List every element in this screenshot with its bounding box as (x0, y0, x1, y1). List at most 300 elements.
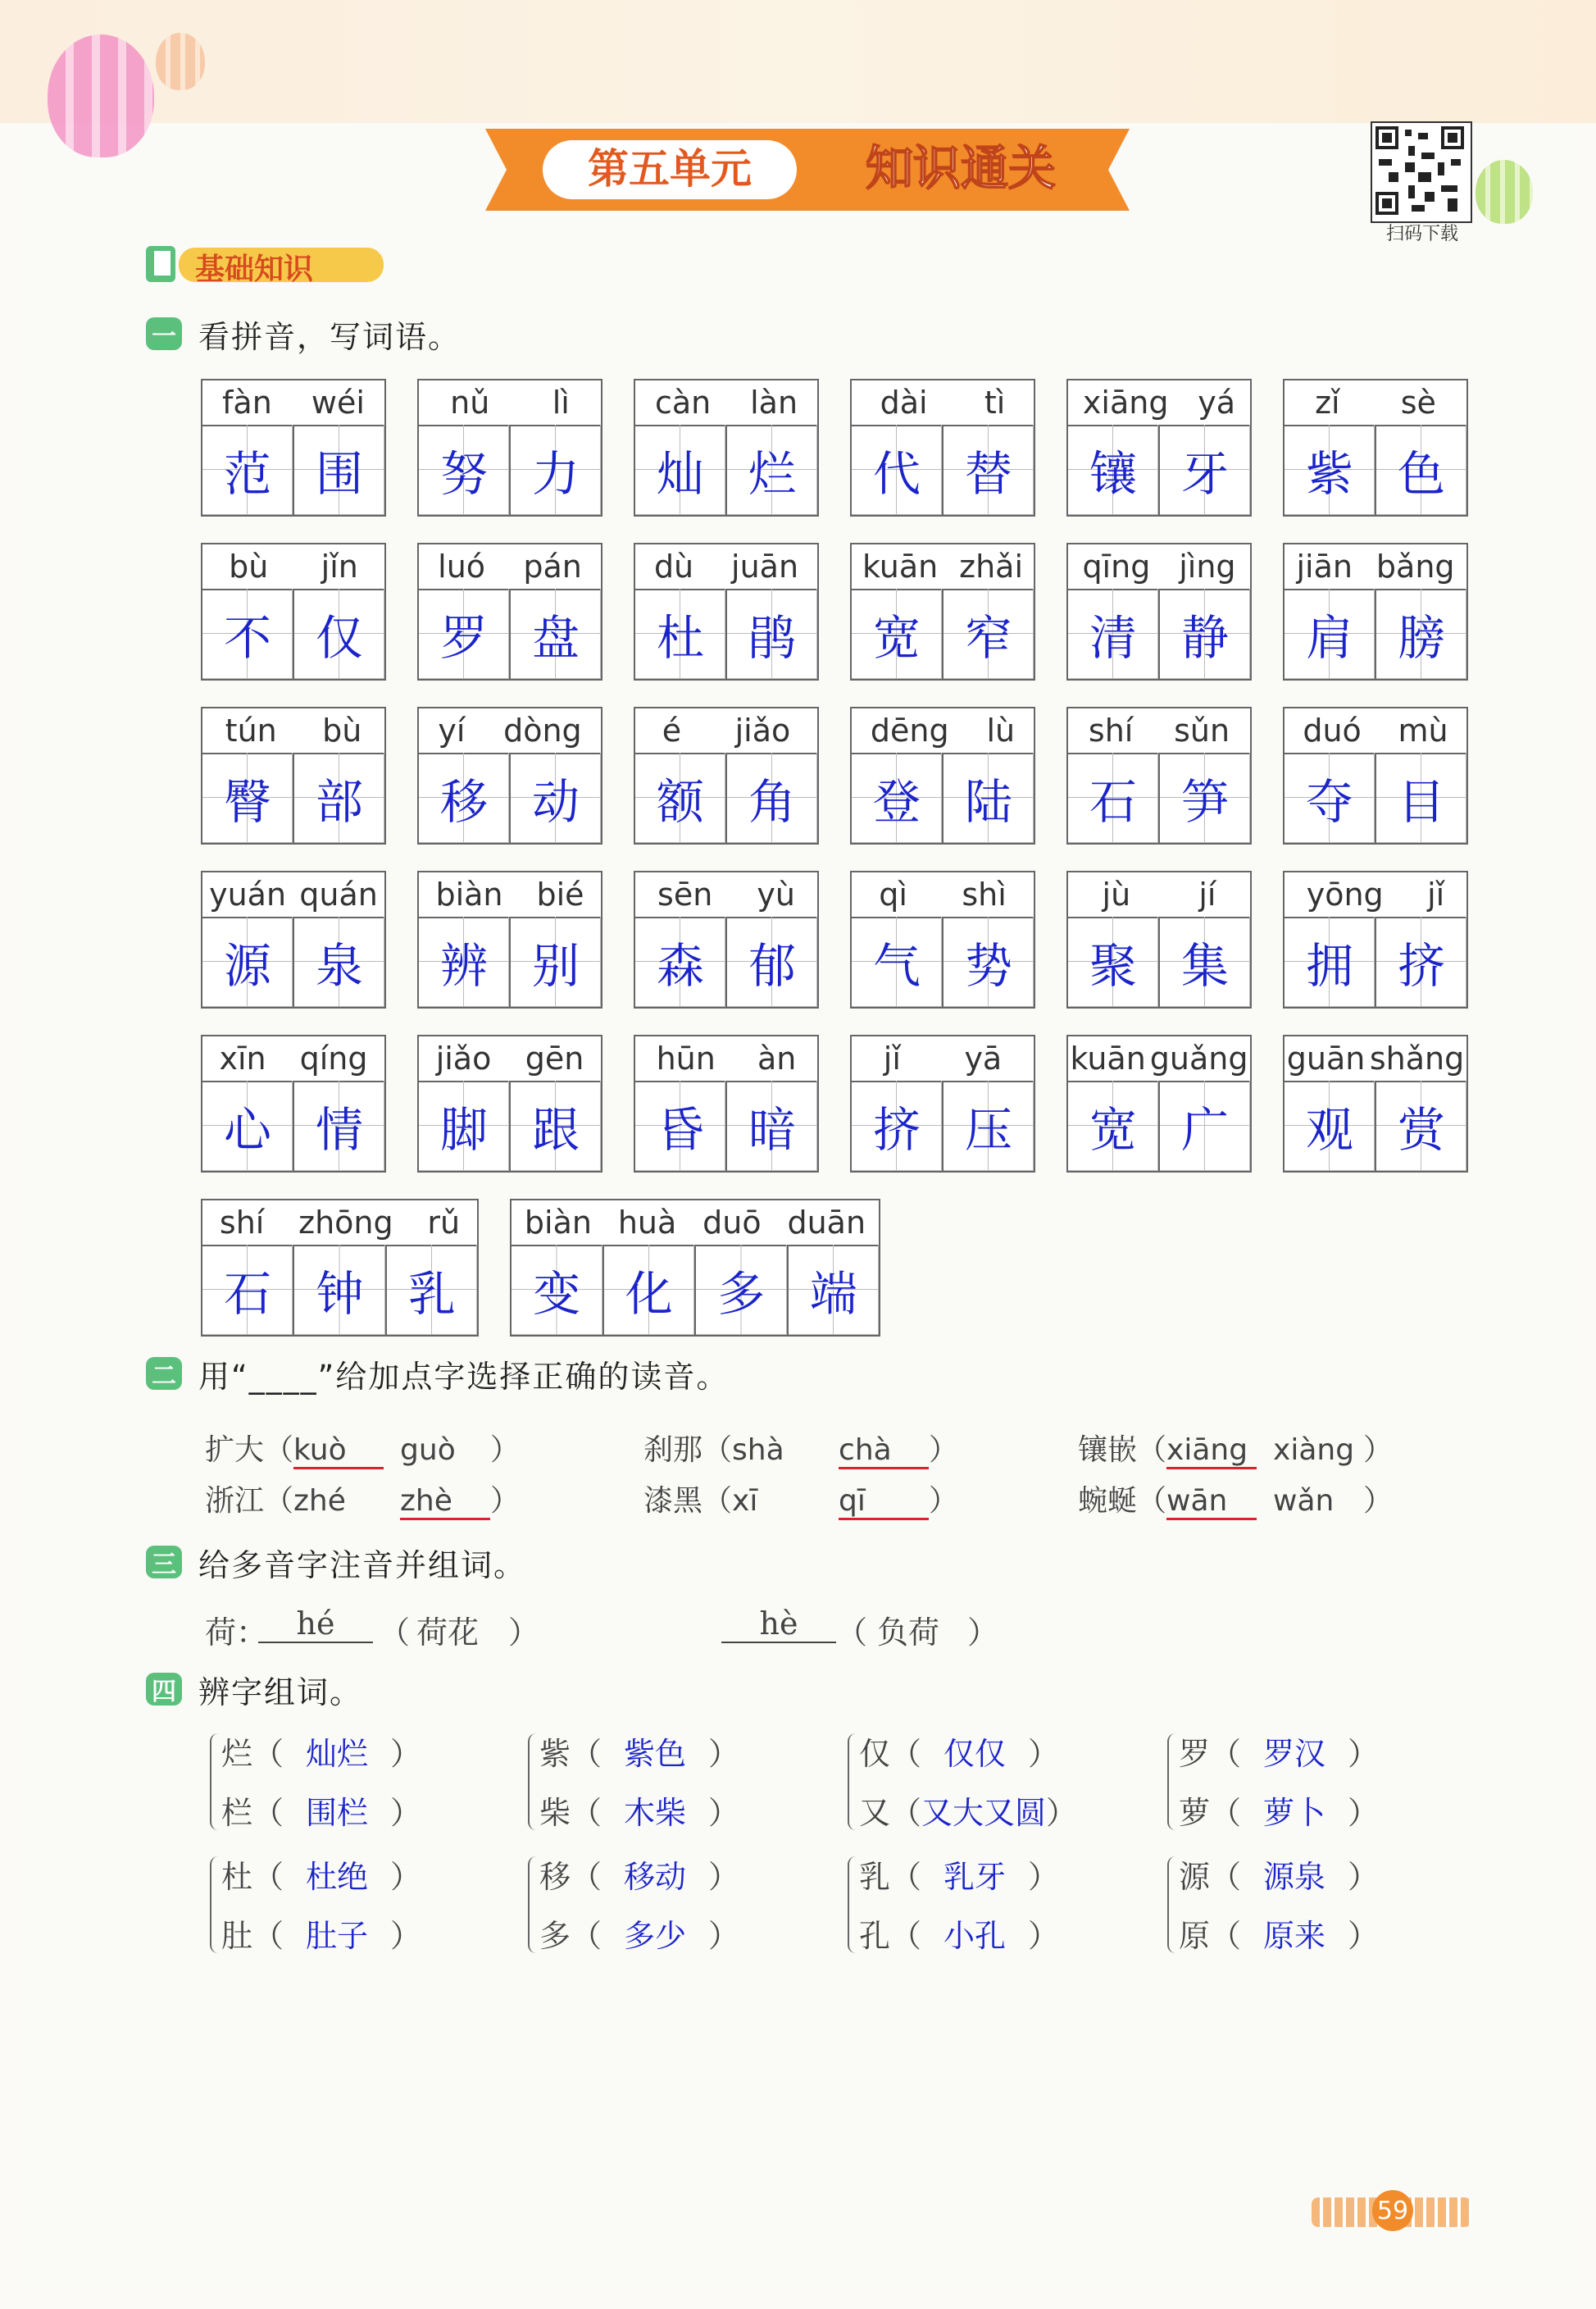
pinyin-line (202, 544, 384, 590)
character-boxes (202, 589, 384, 679)
pinyin-syllable: càn (654, 385, 712, 421)
char-word-item (859, 1911, 1059, 1956)
paren-open: （ (703, 1433, 733, 1467)
character-boxes (419, 753, 601, 843)
word-cell (201, 707, 386, 845)
pinyin-syllable: luó (438, 549, 486, 585)
character-boxes (202, 1245, 477, 1335)
brace-icon (528, 1856, 538, 1953)
pinyin-syllable: qì (879, 877, 907, 913)
character-boxes (1285, 917, 1466, 1007)
pinyin-syllable: biàn (435, 877, 503, 913)
brace-icon (210, 1733, 220, 1830)
answer-word: 围栏 (306, 1795, 369, 1831)
pinyin-syllable: kuān (1070, 1041, 1146, 1077)
paren-open: （ (1210, 1918, 1242, 1954)
reading-option-1[interactable]: xiāng (1166, 1433, 1257, 1469)
answer-character: 钟 (294, 1245, 386, 1335)
pinyin-syllable: jiān (1296, 549, 1353, 585)
character-boxes (1285, 753, 1466, 843)
character-boxes (1068, 917, 1250, 1007)
answer-word: 罗汉 (1263, 1736, 1326, 1772)
word-cell (850, 1035, 1035, 1173)
pinyin-line (419, 380, 601, 426)
paren-close: ） (1028, 1918, 1060, 1954)
pinyin-syllable: jìng (1179, 549, 1236, 585)
answer-character: 乳 (387, 1245, 477, 1335)
pinyin-syllable: yí (438, 713, 466, 749)
polyphone-reading-2: hè (721, 1605, 836, 1643)
char-word-item (539, 1788, 739, 1833)
polyphone-word-1: 荷花 (416, 1614, 480, 1651)
pinyin-syllable: huà (617, 1205, 677, 1241)
paren-open: （ (252, 1918, 284, 1954)
pinyin-syllable: shǎng (1369, 1041, 1465, 1077)
pinyin-syllable: gēn (525, 1041, 584, 1077)
answer-character: 石 (202, 1245, 294, 1335)
pinyin-line (419, 1036, 601, 1082)
paren-open: （ (264, 1484, 294, 1518)
answer-character: 仅 (294, 589, 384, 679)
pinyin-syllable: fàn (222, 385, 272, 421)
dotted-word: 镶嵌 (1078, 1433, 1138, 1467)
pinyin-line (1068, 380, 1250, 426)
character-boxes (202, 917, 384, 1007)
dotted-word: 漆黑 (643, 1484, 703, 1518)
pinyin-line (852, 380, 1034, 426)
base-character: 仅 (859, 1736, 891, 1772)
pinyin-syllable: yá (1198, 385, 1236, 421)
dotted-word: 刹那 (643, 1433, 703, 1467)
pinyin-syllable: dù (653, 549, 694, 585)
answer-character: 宽 (1068, 1081, 1160, 1171)
word-cell (1283, 707, 1468, 845)
answer-word: 乳牙 (944, 1859, 1007, 1895)
paren-open: （ (703, 1484, 733, 1518)
answer-word: 仅仅 (944, 1736, 1007, 1772)
paren-close: ） (1363, 1484, 1394, 1518)
char-word-item (221, 1851, 421, 1897)
pinyin-line (1285, 380, 1466, 426)
pinyin-syllable: dòng (503, 713, 582, 749)
answer-character: 围 (294, 425, 384, 515)
answer-character: 不 (202, 589, 294, 679)
pinyin-syllable: zhǎi (959, 549, 1024, 585)
character-boxes (1285, 1081, 1466, 1171)
pinyin-line (635, 544, 817, 590)
pinyin-syllable: bǎng (1375, 549, 1455, 585)
paren-open: （ (1137, 1484, 1167, 1518)
answer-character: 肩 (1285, 589, 1376, 679)
pinyin-syllable: bù (322, 713, 362, 749)
paren-open: （ (1210, 1736, 1242, 1772)
character-boxes (852, 425, 1034, 515)
answer-character: 观 (1285, 1081, 1376, 1171)
base-character: 孔 (859, 1918, 891, 1954)
reading-option-2[interactable]: wǎn (1273, 1484, 1335, 1518)
reading-option-2[interactable]: zhè (400, 1484, 490, 1520)
word-cell (417, 1035, 602, 1173)
paren-open: （ (890, 1859, 922, 1895)
char-word-item (1179, 1728, 1379, 1774)
word-cell (1066, 1035, 1252, 1173)
polyphone-char: 荷： (205, 1614, 268, 1651)
base-character: 罗 (1179, 1736, 1211, 1772)
answer-character: 额 (635, 753, 727, 843)
base-character: 肚 (221, 1918, 253, 1954)
paren-close: ） (1363, 1433, 1394, 1467)
answer-word: 萝卜 (1263, 1795, 1326, 1831)
paren-open: （ (252, 1736, 284, 1772)
reading-option-1[interactable]: xī (732, 1484, 758, 1518)
word-cell (1283, 543, 1468, 681)
pinyin-syllable: tún (225, 713, 277, 749)
section-1-heading (146, 313, 461, 354)
answer-character: 移 (419, 753, 511, 843)
word-cell (201, 1035, 386, 1173)
answer-character: 暗 (727, 1081, 817, 1171)
paren-open: （ (890, 1795, 922, 1831)
base-character: 紫 (539, 1736, 571, 1772)
pinyin-line (852, 544, 1034, 590)
paren-close: ） (708, 1795, 740, 1831)
answer-character: 静 (1160, 589, 1250, 679)
word-cell (201, 543, 386, 681)
character-boxes (202, 1081, 384, 1171)
word-cell (850, 543, 1035, 681)
paren-close: ） (390, 1736, 422, 1772)
pinyin-line (1068, 1036, 1250, 1082)
character-boxes (852, 1081, 1034, 1171)
character-boxes (635, 1081, 817, 1171)
char-word-item (539, 1851, 739, 1897)
pinyin-syllable: yuán (209, 877, 287, 913)
answer-character: 盘 (511, 589, 601, 679)
char-word-item (539, 1911, 739, 1956)
pinyin-syllable: yōng (1306, 877, 1384, 913)
paren-open: （ (571, 1918, 602, 1954)
base-character: 又 (859, 1795, 891, 1831)
answer-character: 镶 (1068, 425, 1160, 515)
paren-close: ） (1348, 1918, 1380, 1954)
word-cell (417, 871, 602, 1009)
character-boxes (635, 589, 817, 679)
answer-character: 代 (852, 425, 944, 515)
pinyin-syllable: xīn (219, 1041, 266, 1077)
unit-title-banner (485, 129, 1130, 211)
reading-option-1[interactable]: shà (732, 1433, 784, 1467)
pinyin-syllable: àn (757, 1041, 797, 1077)
character-boxes (202, 753, 384, 843)
word-cell (634, 707, 819, 845)
pinyin-syllable: biàn (524, 1205, 592, 1241)
reading-option-2[interactable]: guò (400, 1433, 456, 1467)
qr-code[interactable] (1371, 121, 1472, 223)
answer-character: 臀 (202, 753, 294, 843)
word-cell (1283, 1035, 1468, 1173)
pinyin-syllable: duō (703, 1205, 762, 1241)
answer-word: 原来 (1263, 1918, 1326, 1954)
answer-character: 石 (1068, 753, 1160, 843)
section-tag (146, 239, 400, 287)
answer-character: 心 (202, 1081, 294, 1171)
unit-subtitle: 知识通关 (865, 140, 1057, 196)
paren-close: ） (708, 1859, 740, 1895)
pinyin-line (1285, 544, 1466, 590)
unit-title: 第五单元 (588, 145, 752, 193)
character-boxes (1068, 1081, 1250, 1171)
paren-close: ） (390, 1859, 422, 1895)
word-cell (1283, 379, 1468, 517)
reading-option-2[interactable]: xiàng (1273, 1433, 1355, 1467)
answer-character: 森 (635, 917, 727, 1007)
section-tag-label: 基础知识 (195, 253, 314, 286)
pinyin-line (635, 1036, 817, 1082)
answer-character: 脚 (419, 1081, 511, 1171)
pinyin-syllable: jiǎo (435, 1041, 492, 1077)
word-cell (417, 379, 602, 517)
word-cell (1066, 543, 1252, 681)
word-cell (1066, 871, 1252, 1009)
base-character: 原 (1179, 1918, 1211, 1954)
pinyin-syllable: jǐ (1427, 877, 1445, 913)
answer-character: 清 (1068, 589, 1160, 679)
word-cell (201, 871, 386, 1009)
pinyin-line (1285, 708, 1466, 754)
reading-option-1[interactable]: zhé (293, 1484, 346, 1518)
paren-close: ） (1348, 1736, 1380, 1772)
answer-character: 牙 (1160, 425, 1250, 515)
reading-choice-item (205, 1478, 520, 1520)
char-word-item (859, 1788, 1077, 1833)
answer-word: 杜绝 (306, 1859, 369, 1895)
base-character: 柴 (539, 1795, 571, 1831)
qr-code-icon (1372, 123, 1467, 218)
section-4-number: 四 (146, 1673, 182, 1706)
pinyin-syllable: lì (552, 385, 570, 421)
character-boxes (1068, 425, 1250, 515)
character-boxes (1285, 425, 1466, 515)
answer-character: 夺 (1285, 753, 1376, 843)
word-cell (510, 1199, 880, 1337)
reading-option-2[interactable]: qī (839, 1484, 929, 1520)
char-word-item (859, 1851, 1059, 1897)
word-cell (634, 543, 819, 681)
pinyin-syllable: xiāng (1082, 385, 1169, 421)
answer-character: 聚 (1068, 917, 1160, 1007)
pinyin-syllable: kuān (862, 549, 939, 585)
answer-character: 角 (727, 753, 817, 843)
pinyin-line (419, 544, 601, 590)
answer-character: 力 (511, 425, 601, 515)
char-word-item (1179, 1851, 1379, 1897)
reading-choice-item (643, 1427, 958, 1469)
answer-character: 色 (1376, 425, 1466, 515)
answer-character: 广 (1160, 1081, 1250, 1171)
pinyin-line (419, 872, 601, 918)
pinyin-syllable: jǐ (883, 1041, 901, 1077)
answer-character: 挤 (1376, 917, 1466, 1007)
base-character: 栏 (221, 1795, 253, 1831)
answer-character: 情 (294, 1081, 384, 1171)
answer-character: 范 (202, 425, 294, 515)
section-3-number: 三 (146, 1546, 182, 1578)
reading-option-1[interactable]: kuò (293, 1433, 384, 1469)
pinyin-syllable: yù (757, 877, 795, 913)
answer-character: 昏 (635, 1081, 727, 1171)
pinyin-syllable: juān (731, 549, 799, 585)
reading-choice-item (205, 1427, 520, 1469)
answer-character: 泉 (294, 917, 384, 1007)
section-1-title: 看拼音，写词语。 (198, 318, 462, 355)
section-2-number: 二 (146, 1357, 182, 1390)
answer-character: 烂 (727, 425, 817, 515)
character-boxes (852, 589, 1034, 679)
section-4-heading (146, 1669, 362, 1710)
pinyin-line (202, 1200, 477, 1246)
paren-close: ） (929, 1433, 959, 1467)
paren-open: （ (252, 1795, 284, 1831)
brace-icon (210, 1856, 220, 1953)
character-boxes (202, 425, 384, 515)
pinyin-line (1068, 708, 1250, 754)
character-boxes (419, 1081, 601, 1171)
section-1-number: 一 (146, 317, 182, 350)
brace-icon (1167, 1733, 1177, 1830)
character-boxes (419, 589, 601, 679)
answer-character: 陆 (944, 753, 1034, 843)
character-boxes (635, 917, 817, 1007)
base-character: 杜 (221, 1859, 253, 1895)
qr-caption: 扫码下载 (1385, 224, 1458, 244)
paren-close: ） (967, 1614, 999, 1651)
pinyin-line (852, 708, 1034, 754)
character-boxes (852, 753, 1034, 843)
answer-character: 杜 (635, 589, 727, 679)
word-cell (1066, 379, 1252, 517)
answer-word: 肚子 (306, 1918, 369, 1954)
reading-option-2[interactable]: chà (839, 1433, 929, 1469)
paren-close: ） (708, 1918, 740, 1954)
char-word-item (1179, 1911, 1379, 1956)
pinyin-syllable: shí (219, 1205, 265, 1241)
pinyin-syllable: sǔn (1174, 713, 1230, 749)
paren-open: （ (890, 1918, 922, 1954)
pinyin-line (635, 708, 817, 754)
answer-character: 源 (202, 917, 294, 1007)
word-cell (634, 1035, 819, 1173)
answer-word: 紫色 (624, 1736, 687, 1772)
char-word-item (539, 1728, 739, 1774)
answer-character: 压 (944, 1081, 1034, 1171)
pinyin-syllable: bù (229, 549, 269, 585)
char-word-item (859, 1728, 1059, 1774)
base-character: 源 (1179, 1859, 1211, 1895)
section-3-title: 给多音字注音并组词。 (198, 1546, 527, 1583)
pinyin-line (1285, 1036, 1466, 1082)
answer-character: 宽 (852, 589, 944, 679)
brace-icon (1167, 1856, 1177, 1953)
answer-character: 拥 (1285, 917, 1376, 1007)
pinyin-syllable: yā (964, 1041, 1003, 1077)
answer-word: 小孔 (944, 1918, 1007, 1954)
reading-choice-item (1078, 1427, 1393, 1469)
answer-character: 窄 (944, 589, 1034, 679)
paren-open: （ (890, 1736, 922, 1772)
word-cell (201, 1199, 479, 1337)
pinyin-line (1068, 872, 1250, 918)
pinyin-line (202, 708, 384, 754)
pinyin-line (852, 1036, 1034, 1082)
pinyin-syllable: tì (984, 385, 1006, 421)
answer-word: 又大又圆 (921, 1795, 1047, 1831)
paren-open: （ (1137, 1433, 1167, 1467)
balloon-decoration (1476, 160, 1533, 224)
brace-icon (848, 1733, 857, 1830)
brace-icon (528, 1733, 538, 1830)
paren-open: （ (252, 1859, 284, 1895)
character-boxes (419, 425, 601, 515)
character-boxes (1068, 589, 1250, 679)
paren-open: （ (571, 1795, 602, 1831)
paren-close: ） (490, 1433, 521, 1467)
answer-character: 紫 (1285, 425, 1376, 515)
word-cell (417, 707, 602, 845)
reading-choice-item (643, 1478, 958, 1520)
pinyin-line (202, 1036, 384, 1082)
paren-close: ） (1046, 1795, 1078, 1831)
character-boxes (1285, 589, 1466, 679)
pinyin-syllable: jǐn (321, 549, 358, 585)
character-boxes (852, 917, 1034, 1007)
pinyin-line (1068, 544, 1250, 590)
pinyin-line (512, 1200, 879, 1246)
answer-word: 移动 (624, 1859, 687, 1895)
paren-close: ） (1348, 1795, 1380, 1831)
answer-character: 挤 (852, 1081, 944, 1171)
word-cell (634, 379, 819, 517)
character-boxes (635, 753, 817, 843)
pinyin-line (202, 380, 384, 426)
polyphone-reading-1: hé (258, 1605, 373, 1643)
paren-open: （ (571, 1736, 602, 1772)
pinyin-syllable: zǐ (1315, 385, 1340, 421)
pinyin-syllable: rǔ (427, 1205, 461, 1241)
pinyin-syllable: é (662, 713, 682, 749)
section-2-title: 用“____”给加点字选择正确的读音。 (198, 1358, 730, 1395)
pinyin-line (202, 872, 384, 918)
pinyin-syllable: duān (787, 1205, 866, 1241)
answer-character: 灿 (635, 425, 727, 515)
paren-open: （ (1210, 1795, 1242, 1831)
pinyin-syllable: shì (962, 877, 1007, 913)
pinyin-syllable: zhōng (298, 1205, 393, 1241)
answer-word: 灿烂 (306, 1736, 369, 1772)
answer-character: 笋 (1160, 753, 1250, 843)
answer-character: 气 (852, 917, 944, 1007)
answer-word: 源泉 (1263, 1859, 1326, 1895)
base-character: 移 (539, 1859, 571, 1895)
paren-close: ） (708, 1736, 740, 1772)
answer-character: 跟 (511, 1081, 601, 1171)
paren-close: ） (1348, 1859, 1380, 1895)
answer-character: 端 (789, 1245, 880, 1335)
base-character: 烂 (221, 1736, 253, 1772)
reading-option-1[interactable]: wān (1166, 1484, 1257, 1520)
balloon-decoration (48, 34, 154, 157)
answer-character: 化 (604, 1245, 697, 1335)
answer-character: 部 (294, 753, 384, 843)
